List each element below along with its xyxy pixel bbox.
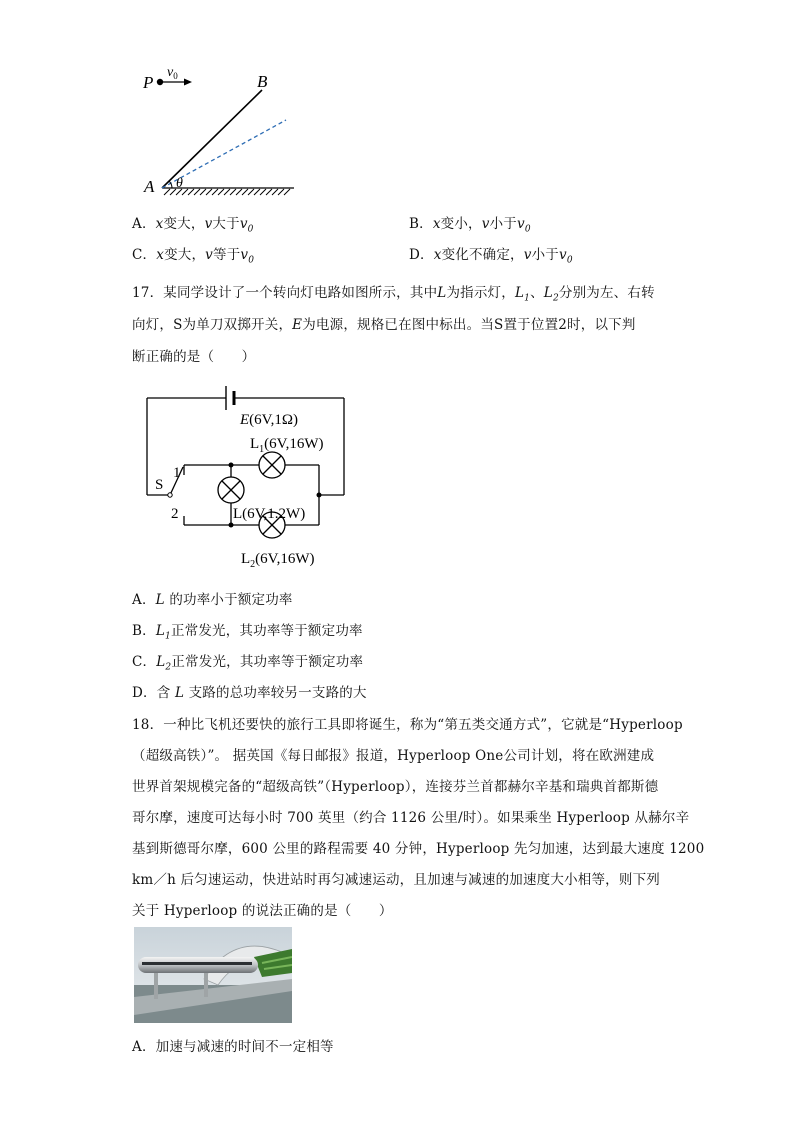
- q17-option-d: D．含 L 支路的总功率较另一支路的大: [132, 685, 367, 701]
- arrow-head-icon: [184, 79, 192, 86]
- l2-label: $L_2(6V,16W)$: [241, 551, 315, 570]
- q18-line-5: 基到斯德哥尔摩，600 公里的路程需要 40 分钟，Hyperloop 先匀加速，达到最大速度 1200: [132, 841, 705, 857]
- q18-line-2: （超级高铁）”。 据英国《每日邮报》报道，Hyperloop One公司计划，将在欧洲建成: [132, 748, 655, 764]
- q17-option-a: A．L 的功率小于额定功率: [132, 592, 293, 608]
- q18-line-3: 世界首架规模完备的“超级高铁”（Hyperloop），连接芬兰首都赫尔辛基和瑞典首都斯德: [132, 779, 659, 795]
- label-theta: θ: [176, 176, 183, 191]
- q18-option-a: A．加速与减速的时间不一定相等: [132, 1039, 334, 1055]
- q16-option-c: C．x变大，v等于$v_0$: [132, 247, 255, 266]
- e-label: E(6V,1Ω): [240, 412, 298, 428]
- lamp-l-icon: [218, 477, 244, 503]
- switch-label: S: [155, 477, 164, 493]
- label-p: P: [143, 73, 154, 92]
- l1-label: $L_1(6V,16W)$: [250, 436, 324, 455]
- hyperloop-photo: [134, 927, 292, 1023]
- q16-option-a: A．x变大，v大于$v_0$: [132, 216, 254, 235]
- q16-option-d: D．x变化不确定，v小于$v_0$: [409, 247, 573, 266]
- label-a: A: [144, 177, 155, 196]
- q18-line-7: 关于 Hyperloop 的说法正确的是（ ）: [132, 903, 393, 919]
- q18-line-4: 哥尔摩，速度可达每小时 700 英里（约合 1126 公里/时）。如果乘坐 Hyperloop 从赫尔辛: [132, 810, 690, 826]
- point-p: [157, 79, 163, 85]
- l-label: L(6V,1.2W): [233, 506, 306, 522]
- switch-pos-1: 1: [173, 465, 181, 481]
- incline-figure: [130, 60, 310, 205]
- q17-line-2: 向灯，S为单刀双掷开关，E为电源，规格已在图中标出。当S置于位置2时，以下判: [132, 317, 636, 333]
- q17-option-b: B．$L_1$正常发光，其功率等于额定功率: [132, 623, 363, 642]
- switch-pos-2: 2: [171, 506, 179, 522]
- label-b: B: [257, 72, 268, 91]
- q17-option-c: C．$L_2$正常发光，其功率等于额定功率: [132, 654, 364, 673]
- q18-line-6: km／h 后匀速运动，快进站时再匀减速运动，且加速与减速的加速度大小相等，则下列: [132, 872, 660, 888]
- q17-line-3: 断正确的是（ ）: [132, 349, 256, 365]
- q17-line-1: 17．某同学设计了一个转向灯电路如图所示，其中L为指示灯，$L_1$、$L_2$分别为左、右转: [132, 285, 655, 304]
- incline-line: [162, 90, 262, 188]
- label-v0: $v_0$: [167, 65, 178, 81]
- q18-line-1: 18．一种比飞机还要快的旅行工具即将诞生，称为“第五类交通方式”，它就是“Hyperloop: [132, 717, 683, 733]
- q16-option-b: B．x变小，v小于$v_0$: [409, 216, 531, 235]
- lamp-l1-icon: [259, 452, 285, 478]
- ground-hatch: [164, 189, 290, 195]
- circuit-diagram: [140, 380, 360, 575]
